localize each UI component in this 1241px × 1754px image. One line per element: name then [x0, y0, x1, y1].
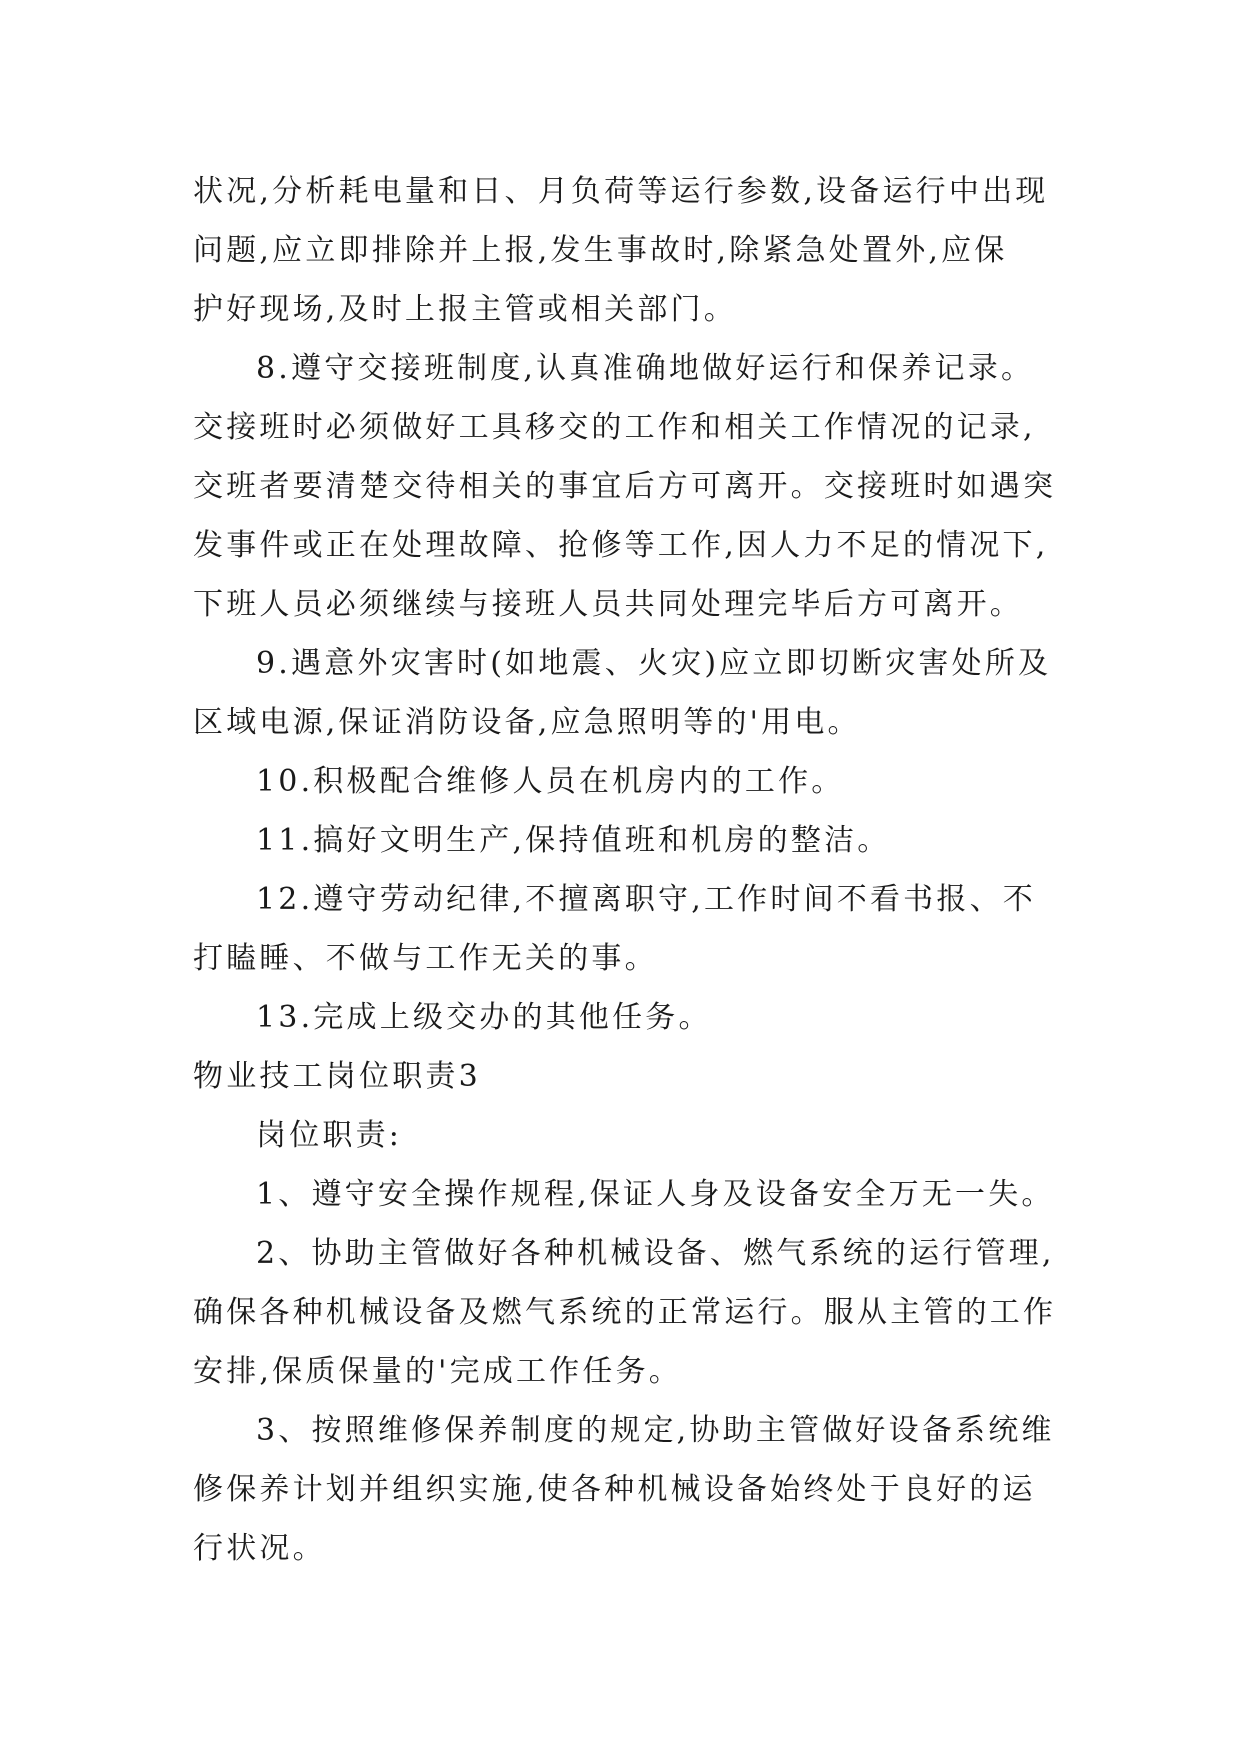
- document-body: [193, 162, 1073, 1578]
- text-line: 状况,分析耗电量和日、月负荷等运行参数,设备运行中出现: [193, 174, 1049, 209]
- text-line: 修保养计划并组织实施,使各种机械设备始终处于良好的运: [193, 1472, 1036, 1507]
- list-item-11: 11.搞好文明生产,保持值班和机房的整洁。: [256, 823, 891, 858]
- list-item-12: 12.遵守劳动纪律,不擅离职守,工作时间不看书报、不: [256, 882, 1036, 917]
- subheading: 岗位职责:: [256, 1118, 403, 1153]
- list-item-13: 13.完成上级交办的其他任务。: [256, 1000, 712, 1035]
- text-line: 安排,保质保量的'完成工作任务。: [193, 1354, 682, 1389]
- text-line: 区域电源,保证消防设备,应急照明等的'用电。: [193, 705, 861, 740]
- text-line: 确保各种机械设备及燃气系统的正常运行。服从主管的工作: [193, 1295, 1057, 1330]
- text-line: 问题,应立即排除并上报,发生事故时,除紧急处置外,应保: [193, 233, 1008, 268]
- duty-item-3: 3、按照维修保养制度的规定,协助主管做好设备系统维: [256, 1413, 1055, 1448]
- text-line: 交接班时必须做好工具移交的工作和相关工作情况的记录,: [193, 410, 1036, 445]
- text-line: 发事件或正在处理故障、抢修等工作,因人力不足的情况下,: [193, 528, 1049, 563]
- list-item-9: 9.遇意外灾害时(如地震、火灾)应立即切断灾害处所及: [256, 646, 1052, 681]
- text-line: 行状况。: [193, 1531, 326, 1566]
- text-line: 交班者要清楚交待相关的事宜后方可离开。交接班时如遇突: [193, 469, 1057, 504]
- duty-item-1: 1、遵守安全操作规程,保证人身及设备安全万无一失。: [256, 1177, 1055, 1212]
- list-item-8: 8.遵守交接班制度,认真准确地做好运行和保养记录。: [256, 351, 1035, 386]
- text-line: 下班人员必须继续与接班人员共同处理完毕后方可离开。: [193, 587, 1023, 622]
- list-item-10: 10.积极配合维修人员在机房内的工作。: [256, 764, 845, 799]
- text-line: 打瞌睡、不做与工作无关的事。: [193, 941, 658, 976]
- duty-item-2: 2、协助主管做好各种机械设备、燃气系统的运行管理,: [256, 1236, 1055, 1271]
- section-heading: 物业技工岗位职责3: [193, 1059, 481, 1094]
- text-line: 护好现场,及时上报主管或相关部门。: [193, 292, 737, 327]
